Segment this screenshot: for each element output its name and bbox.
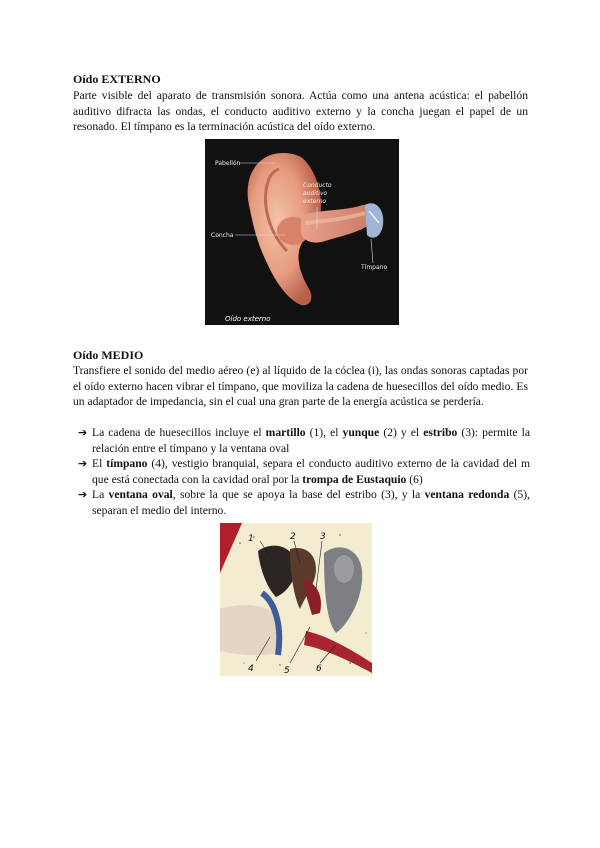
paragraph-medio: Transfiere el sonido del medio aéreo (e) al líquido de la cóclea (i), las ondas sonoras captadas por el oído externo hacen vibrar el tímpano, que moviliza la cadena de huesecillos del oído medio. Es un adaptador de impedancia, sin el cual una gran parte de la energía acústica se perdería. [73, 364, 528, 408]
label-conducto-1: Conducto [303, 182, 332, 189]
arrow-bullet-icon: ➔ [78, 426, 88, 439]
arrow-bullet-icon: ➔ [78, 457, 88, 470]
bullet-item-ventanas: ➔ La ventana oval, sobre la que se apoya la base del estribo (3), y la ventana redonda (5), separan el medio del interno. [78, 488, 530, 517]
label-conducto-2: auditivo [303, 190, 328, 197]
bullet-item-huesecillos: ➔ La cadena de huesecillos incluye el martillo (1), el yunque (2) y el estribo (3): permite la relación entre el tímpano y la ventana oval [78, 426, 531, 455]
figure-caption-oido-externo: Oído externo [225, 315, 271, 323]
label-concha: Concha [211, 232, 234, 239]
label-conducto-3: externo [303, 198, 327, 205]
figure-number-2: 2 [290, 532, 296, 542]
outer-ear-figure [205, 139, 399, 325]
figure-number-3: 3 [320, 532, 326, 542]
label-pabellon: Pabellón [215, 160, 241, 167]
figure-number-6: 6 [316, 664, 322, 674]
bullet-list [78, 425, 530, 518]
bullet-item-timpano: ➔ El tímpano (4), vestigio branquial, separa el conducto auditivo externo de la cavidad del m que está conectada con la cavidad oral por la trompa de Eustaquio (6) [78, 457, 531, 486]
figure-number-1: 1 [248, 534, 254, 544]
arrow-bullet-icon: ➔ [78, 488, 88, 501]
figure-number-4: 4 [248, 664, 254, 674]
figure-number-5: 5 [284, 666, 290, 676]
section-heading-externo: Oído EXTERNO [73, 72, 161, 86]
label-timpano: Tímpano [361, 264, 388, 271]
section-heading-medio: Oído MEDIO [73, 348, 144, 362]
middle-ear-figure [220, 523, 372, 676]
paragraph-externo: Parte visible del aparato de transmisión sonora. Actúa como una antena acústica: el pabellón auditivo difracta las ondas, el conducto auditivo externo y la concha juegan el papel de un resonado. El tímpano es la terminación acústica del oído externo. [73, 89, 528, 133]
